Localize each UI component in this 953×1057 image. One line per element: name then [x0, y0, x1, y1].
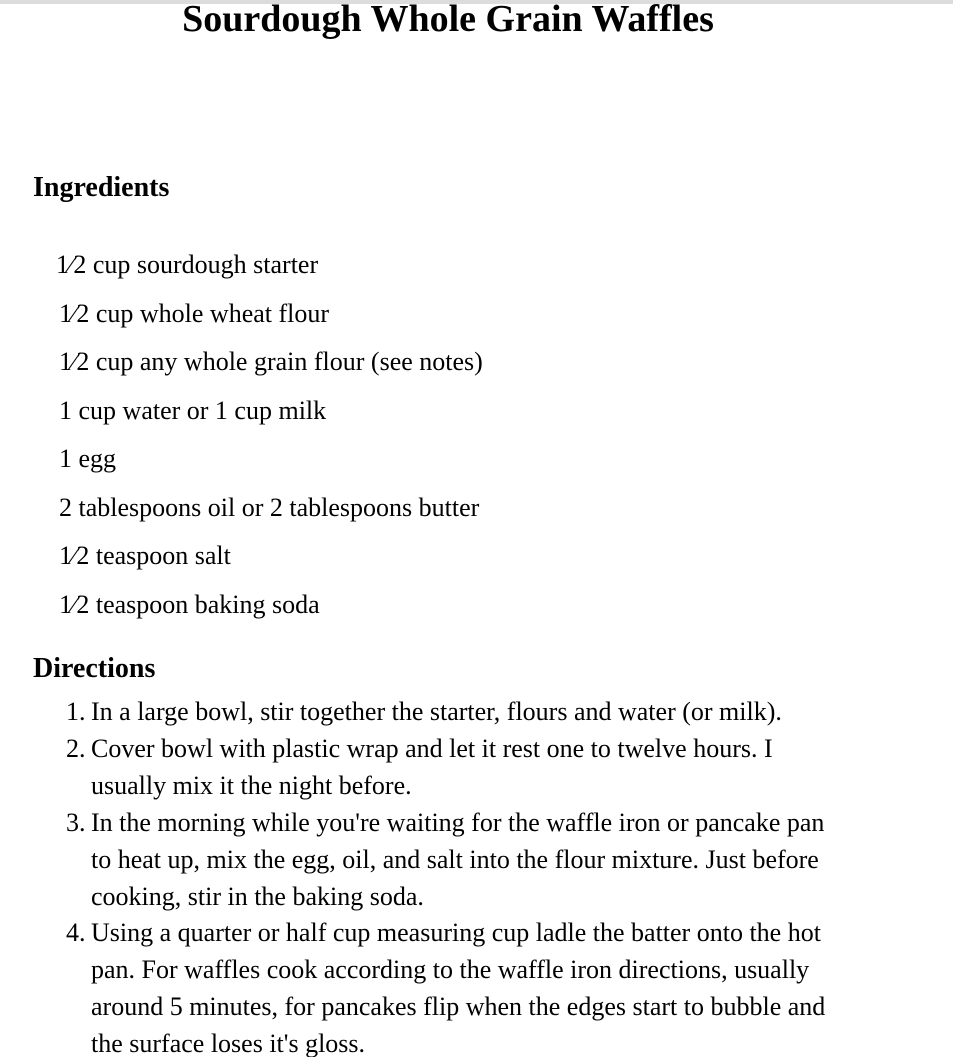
step-number: 1. [66, 697, 86, 726]
ingredient-item: 1⁄2 teaspoon baking soda [59, 589, 320, 619]
direction-step [0, 694, 851, 731]
ingredient-item: 1 cup water or 1 cup milk [59, 395, 327, 425]
step-number: 3. [66, 807, 86, 837]
ingredient-item: 2 tablespoons oil or 2 tablespoons butter [59, 492, 480, 522]
directions-list [0, 694, 900, 1057]
direction-step [0, 731, 851, 805]
ingredients-heading: Ingredients [33, 172, 170, 203]
step-text: In a large bowl, stir together the starter, flours and water (or milk). [91, 697, 782, 726]
ingredient-item: 1 egg [59, 444, 117, 473]
ingredient-item: 1⁄2 cup any whole grain flour (see notes) [59, 347, 483, 376]
step-number: 2. [66, 733, 86, 763]
ingredient-item: 1⁄2 teaspoon salt [59, 541, 231, 570]
directions-heading: Directions [33, 653, 156, 684]
step-text: In the morning while you're waiting for the waffle iron or pancake pan to heat up, mix the egg, oil, and salt into the flour mixture. Just before cooking, stir in the baking soda. [91, 807, 825, 911]
page-title: Sourdough Whole Grain Waffles [182, 0, 714, 40]
ingredient-item: 1⁄2 cup whole wheat flour [59, 298, 330, 328]
direction-step [0, 805, 851, 916]
ingredient-item: 1⁄2 cup sourdough starter [56, 250, 319, 279]
direction-step [0, 915, 851, 1057]
step-text: Using a quarter or half cup measuring cup ladle the batter onto the hot pan. For waffles cook according to the waffle iron directions, usually around 5 minutes, for pancakes flip when the edges start to bubble and the surface loses it's gloss. [91, 918, 826, 1057]
step-text: Cover bowl with plastic wrap and let it rest one to twelve hours. I usually mix it the night before. [91, 733, 773, 800]
step-number: 4. [66, 918, 86, 948]
